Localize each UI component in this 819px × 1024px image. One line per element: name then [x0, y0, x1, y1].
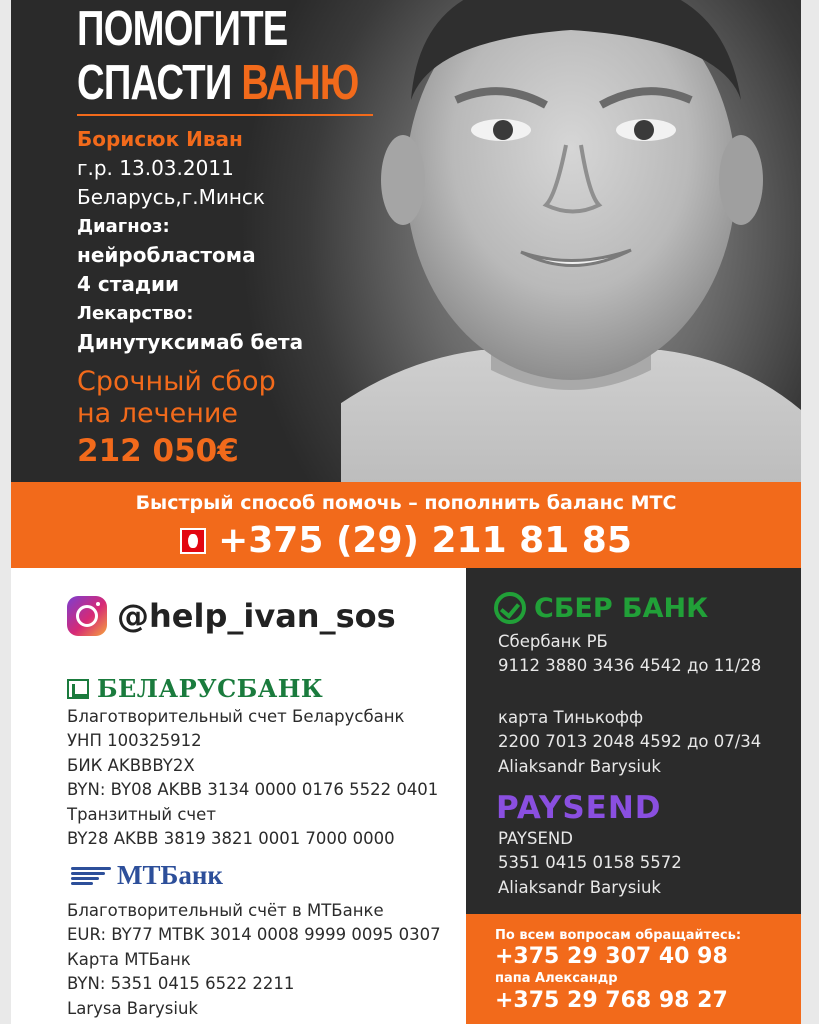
mtbank-line: Larysa Barysiuk	[67, 998, 198, 1018]
right-column	[466, 568, 801, 914]
mts-text: Быстрый способ помочь – пополнить баланс МТС	[135, 492, 677, 514]
contact-box	[466, 914, 801, 1024]
tinkoff-line: карта Тинькофф	[498, 708, 644, 727]
sberbank-details	[498, 630, 761, 679]
mtbank-line: EUR: BY77 MTBK 3014 0008 9999 0095 0307	[67, 925, 441, 945]
belarusbank-name: БЕЛАРУСБАНК	[97, 674, 324, 703]
hero-section	[11, 0, 801, 482]
patient-birth: г.р. 13.03.2011	[77, 156, 234, 180]
belarusbank-line: BY28 AKBB 3819 3821 0001 7000 0000	[67, 829, 395, 849]
title-line-2b: ВАНЮ	[241, 56, 359, 110]
belarusbank-details	[67, 705, 438, 851]
sberbank-icon	[494, 592, 526, 624]
diagnosis-2: 4 стадии	[77, 272, 180, 296]
mtbank-name: МТБанк	[117, 860, 223, 890]
boy-portrait	[341, 0, 801, 482]
fundraising-line-2: на лечение	[77, 398, 239, 429]
contact-person: папа Александр	[495, 971, 618, 986]
patient-info	[77, 124, 303, 357]
sberbank-logo	[494, 592, 708, 624]
mtbank-line: Карта МТБанк	[67, 949, 191, 969]
title-line-2a: СПАСТИ	[77, 56, 232, 110]
mtbank-line: Благотворительный счёт в МТБанке	[67, 901, 384, 920]
instagram-handle[interactable]: @help_ivan_sos	[117, 597, 396, 635]
patient-name: Борисюк Иван	[77, 127, 243, 151]
mtbank-line: BYN: 5351 0415 6522 2211	[67, 974, 295, 994]
mts-band	[11, 482, 801, 568]
drug-label: Лекарство:	[77, 303, 194, 324]
sberbank-line: 9112 3880 3436 4542 до 11/28	[498, 656, 762, 676]
title-line-1: ПОМОГИТЕ	[77, 2, 288, 56]
belarusbank-logo	[67, 674, 323, 703]
mtbank-details	[67, 899, 441, 1021]
belarusbank-line: БИК AKBBBY2X	[67, 755, 195, 775]
fundraising-amount: 212 050€	[77, 433, 239, 469]
instagram-icon	[67, 596, 107, 636]
mts-phone-row	[11, 520, 801, 561]
left-column	[11, 568, 466, 1024]
contact-heading: По всем вопросам обращайтесь:	[495, 928, 742, 943]
mts-phone[interactable]: +375 (29) 211 81 85	[218, 520, 632, 561]
mtbank-logo	[71, 860, 223, 891]
sberbank-line: Сбербанк РБ	[498, 632, 608, 651]
tinkoff-details	[498, 706, 761, 779]
belarusbank-line: BYN: BY08 AKBB 3134 0000 0176 5522 0401	[67, 780, 439, 800]
mts-logo-icon	[180, 528, 206, 554]
diagnosis-1: нейробластома	[77, 243, 256, 267]
tinkoff-line: Aliaksandr Barysiuk	[498, 756, 661, 776]
contact-phone-1[interactable]: +375 29 307 40 98	[495, 944, 728, 969]
paysend-line: Aliaksandr Barysiuk	[498, 877, 661, 897]
fundraising-text	[77, 366, 276, 430]
paysend-line: PAYSEND	[498, 829, 573, 848]
fundraising-line-1: Срочный сбор	[77, 366, 276, 397]
contact-phone-2[interactable]: +375 29 768 98 27	[495, 988, 728, 1013]
tinkoff-line: 2200 7013 2048 4592 до 07/34	[498, 732, 762, 752]
patient-location: Беларусь,г.Минск	[77, 185, 266, 209]
title-underline	[77, 114, 373, 116]
drug-name: Динутуксимаб бета	[77, 330, 304, 354]
belarusbank-icon	[67, 679, 89, 699]
diagnosis-label: Диагноз:	[77, 216, 170, 237]
belarusbank-line: Благотворительный счет Беларусбанк	[67, 707, 405, 726]
mtbank-icon	[71, 865, 113, 887]
belarusbank-line: Транзитный счет	[67, 804, 216, 824]
instagram-row[interactable]	[67, 596, 396, 636]
paysend-line: 5351 0415 0158 5572	[498, 853, 682, 873]
poster-title	[77, 2, 359, 110]
belarusbank-line: УНП 100325912	[67, 731, 202, 751]
charity-poster	[11, 0, 801, 1024]
paysend-logo: PAYSEND	[496, 790, 662, 826]
sberbank-name: СБЕР БАНК	[534, 592, 709, 624]
paysend-details	[498, 827, 682, 900]
